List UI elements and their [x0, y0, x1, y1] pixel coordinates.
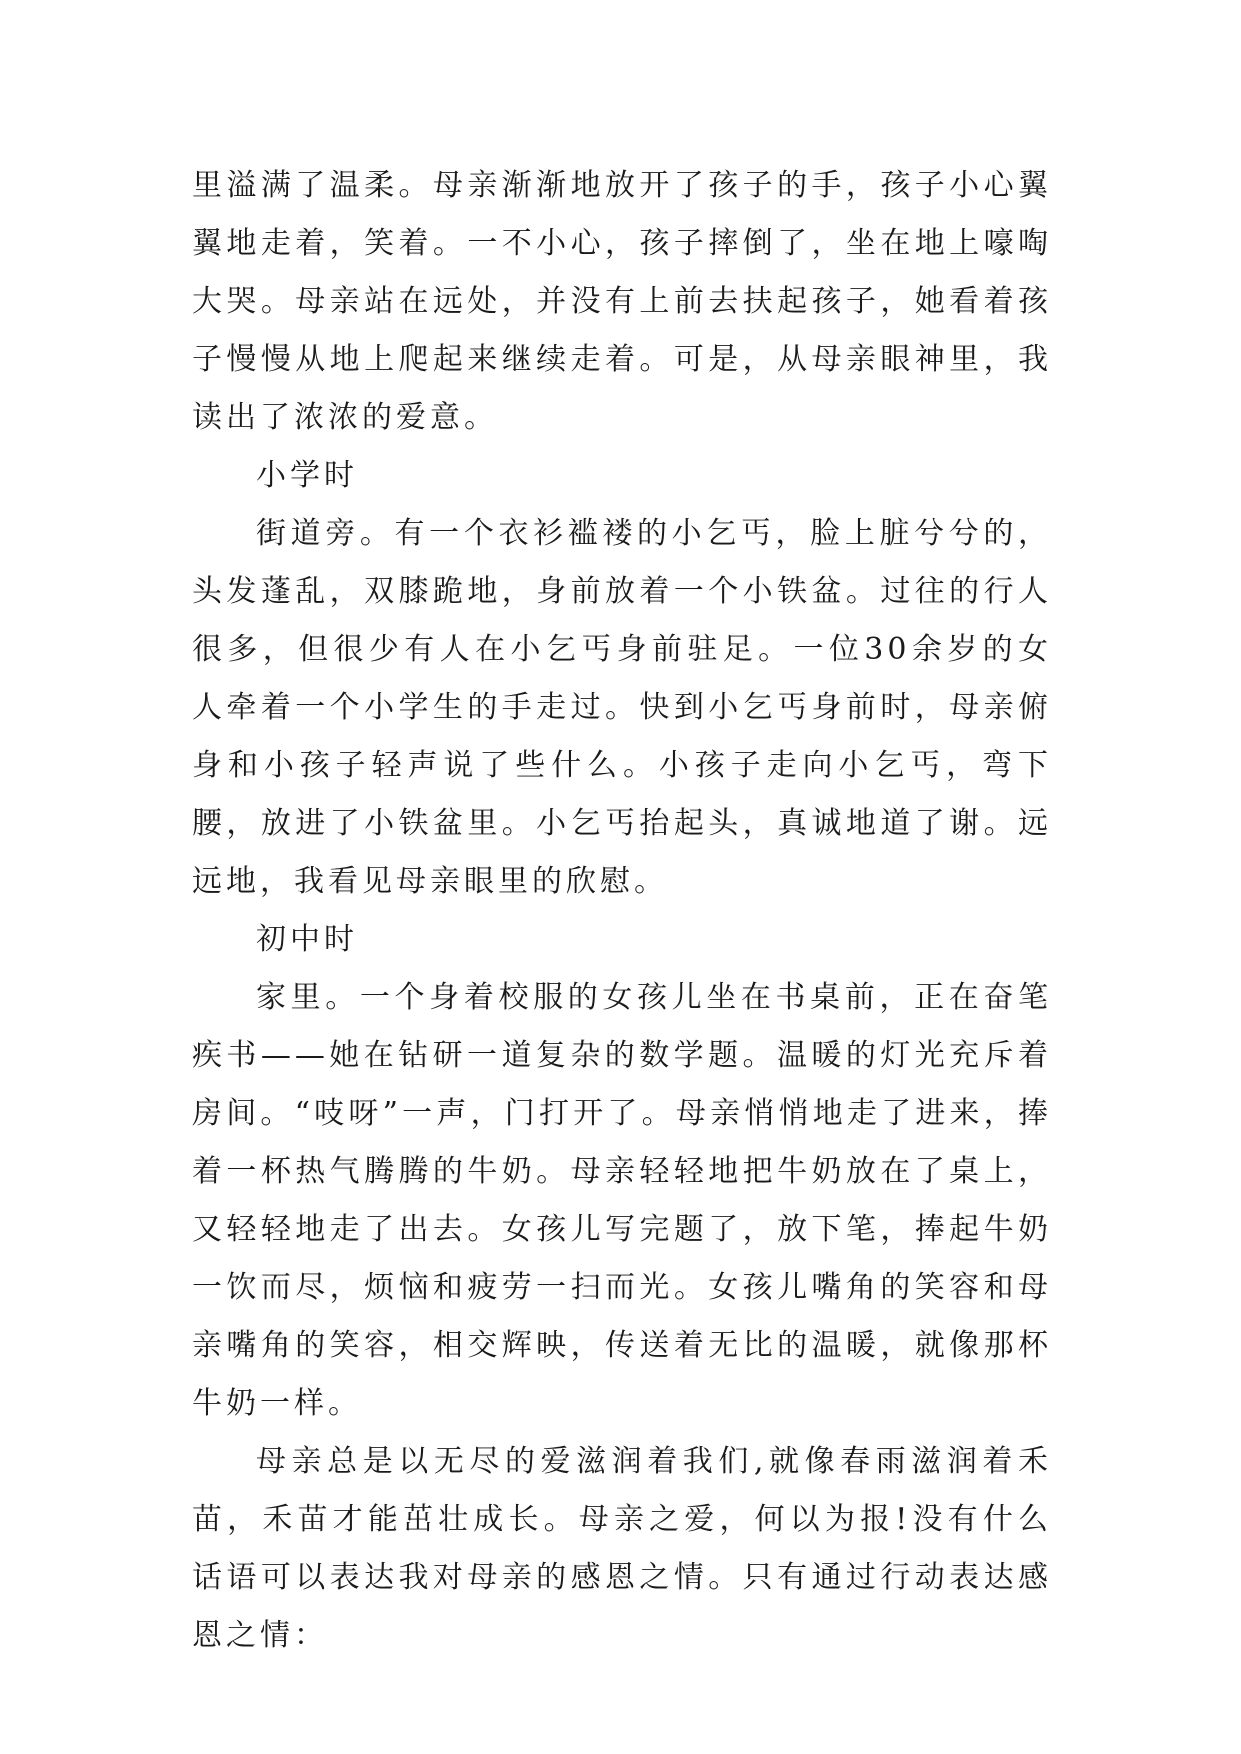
paragraph-conclusion: 母亲总是以无尽的爱滋润着我们,就像春雨滋润着禾苗，禾苗才能茁壮成长。母亲之爱，何以为报!没有什么话语可以表达我对母亲的感恩之情。只有通过行动表达感恩之情： [192, 1444, 1052, 1653]
section-heading-middle-school: 初中时 [256, 922, 358, 957]
paragraph-middle-school: 家里。一个身着校服的女孩儿坐在书桌前，正在奋笔疾书——她在钻研一道复杂的数学题。温暖的灯光充斥着房间。“吱呀”一声，门打开了。母亲悄悄地走了进来，捧着一杯热气腾腾的牛奶。母亲轻轻地把牛奶放在了桌上，又轻轻地走了出去。女孩儿写完题了，放下笔，捧起牛奶一饮而尽，烦恼和疲劳一扫而光。女孩儿嘴角的笑容和母亲嘴角的笑容，相交辉映，传送着无比的温暖，就像那杯牛奶一样。 [192, 980, 1052, 1421]
paragraph-continuation: 里溢满了温柔。母亲渐渐地放开了孩子的手，孩子小心翼翼地走着，笑着。一不小心，孩子摔倒了，坐在地上嚎啕大哭。母亲站在远处，并没有上前去扶起孩子，她看着孩子慢慢从地上爬起来继续走着。可是，从母亲眼神里，我读出了浓浓的爱意。 [192, 168, 1052, 435]
paragraph-primary-school: 街道旁。有一个衣衫褴褛的小乞丐，脸上脏兮兮的，头发蓬乱，双膝跪地，身前放着一个小铁盆。过往的行人很多，但很少有人在小乞丐身前驻足。一位30余岁的女人牵着一个小学生的手走过。快到小乞丐身前时，母亲俯身和小孩子轻声说了些什么。小孩子走向小乞丐，弯下腰，放进了小铁盆里。小乞丐抬起头，真诚地道了谢。远远地，我看见母亲眼里的欣慰。 [192, 516, 1052, 899]
document-body [192, 157, 1052, 1665]
section-heading-primary-school: 小学时 [256, 458, 358, 493]
